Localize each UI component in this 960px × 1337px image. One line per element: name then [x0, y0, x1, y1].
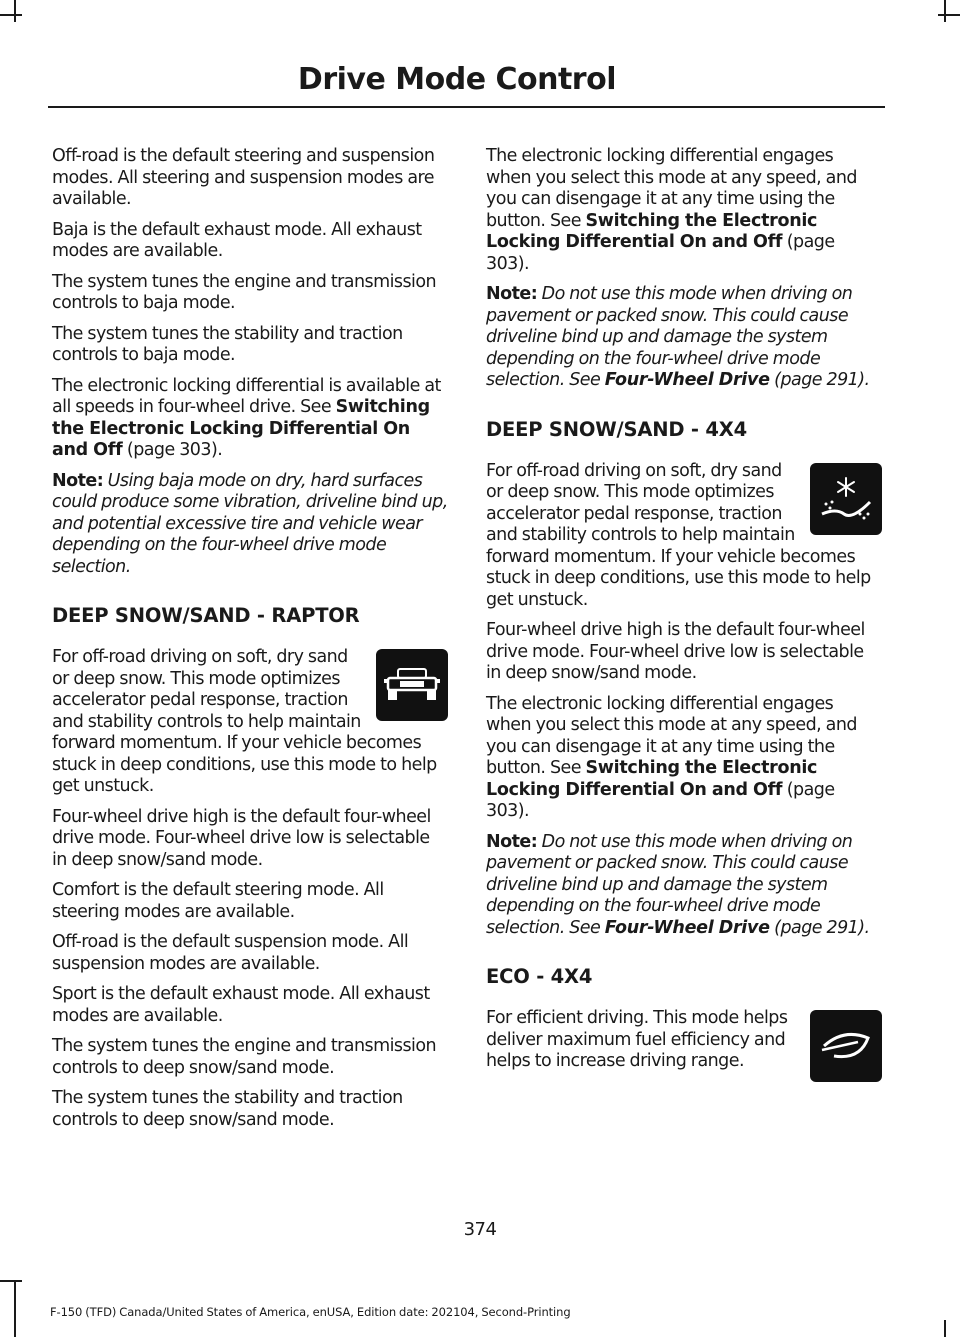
note-text: Do not use this mode when driving on pavement or packed snow. This could cause driveline bind up and damage the system depending on the four-wheel drive mode selection. See: [486, 284, 853, 390]
note: [486, 284, 882, 392]
paragraph: The system tunes the stability and traction controls to deep snow/sand mode.: [52, 1088, 403, 1130]
paragraph: Off-road is the default steering and suspension modes. All steering and suspension modes are available.: [52, 146, 435, 209]
text-run: The electronic locking differential engages when you select this mode at any speed, and you can disengage it at any time using the button. See: [486, 146, 857, 231]
cross-reference-link[interactable]: Switching the Electronic Locking Differential On and Off: [486, 758, 818, 800]
page-reference: (page 303).: [486, 779, 835, 821]
paragraph: The system tunes the engine and transmission controls to baja mode.: [52, 271, 437, 313]
section-heading: DEEP SNOW/SAND - RAPTOR: [52, 604, 360, 627]
cross-reference-link[interactable]: Four-Wheel Drive: [604, 370, 770, 390]
section-heading: DEEP SNOW/SAND - 4X4: [486, 417, 747, 441]
paragraph: The system tunes the engine and transmission controls to deep snow/sand mode.: [52, 1036, 437, 1078]
page-reference: (page 303).: [486, 232, 835, 274]
note: [486, 832, 882, 940]
raptor-truck-icon: [376, 649, 448, 721]
paragraph: Baja is the default exhaust mode. All exhaust modes are available.: [52, 219, 422, 261]
crop-mark: [938, 14, 960, 16]
paragraph: Off-road is the default suspension mode. All suspension modes are available.: [52, 932, 409, 974]
note-label: Note:: [486, 831, 538, 852]
text-run: The electronic locking differential is available at all speeds in four-wheel drive. See: [52, 375, 441, 417]
cross-reference-link[interactable]: Switching the Electronic Locking Differential On and Off: [486, 210, 818, 252]
paragraph: Four-wheel drive high is the default four-wheel drive mode. Four-wheel drive low is selectable in deep snow/sand mode.: [486, 620, 865, 683]
paragraph: For off-road driving on soft, dry sand or deep snow. This mode optimizes accelerator pedal response, traction and stability controls to help maintain forward momentum. If your vehicle becomes stuck in deep conditions, use this mode to help get unstuck.: [486, 460, 871, 610]
paragraph: Four-wheel drive high is the default four-wheel drive mode. Four-wheel drive low is selectable in deep snow/sand mode.: [52, 806, 431, 870]
note: [52, 471, 448, 579]
crop-mark: [14, 1280, 16, 1337]
page-reference: (page 291).: [769, 370, 870, 390]
paragraph: [486, 146, 882, 275]
cross-reference-link[interactable]: Four-Wheel Drive: [604, 917, 770, 938]
text-run: The electronic locking differential engages when you select this mode at any speed, and you can disengage it at any time using the button. See: [486, 693, 857, 778]
paragraph: [52, 376, 448, 462]
page-title: Drive Mode Control: [297, 62, 616, 97]
edition-footer: F-150 (TFD) Canada/United States of America, enUSA, Edition date: 202104, Second-Printing: [50, 1305, 571, 1319]
paragraph: [486, 694, 882, 823]
note-text: Using baja mode on dry, hard surfaces could produce some vibration, driveline bind up, and potential excessive tire and vehicle wear depending on the four-wheel drive mode selection.: [52, 470, 448, 577]
paragraph: The system tunes the stability and traction controls to baja mode.: [52, 323, 403, 365]
eco-leaf-icon: [810, 1010, 882, 1082]
paragraph: Comfort is the default steering mode. All steering modes are available.: [52, 880, 384, 922]
paragraph: For efficient driving. This mode helps deliver maximum fuel efficiency and helps to increase driving range.: [486, 1008, 788, 1071]
page-reference: (page 291).: [769, 917, 870, 938]
crop-mark: [14, 0, 16, 22]
paragraph: Sport is the default exhaust mode. All exhaust modes are available.: [52, 984, 430, 1026]
note-label: Note:: [52, 470, 104, 491]
title-divider: [48, 106, 885, 108]
crop-mark: [0, 1280, 22, 1282]
note-text: Do not use this mode when driving on pavement or packed snow. This could cause driveline bind up and damage the system depending on the four-wheel drive mode selection. See: [486, 831, 853, 938]
section-heading: ECO - 4X4: [486, 965, 593, 988]
cross-reference-link[interactable]: Switching the Electronic Locking Differential On and Off: [52, 397, 430, 460]
right-column: [486, 146, 882, 1088]
note-label: Note:: [486, 284, 538, 304]
crop-mark: [944, 1320, 946, 1337]
left-column: [52, 146, 448, 1140]
snowflake-terrain-icon: [810, 463, 882, 535]
crop-mark: [0, 14, 22, 16]
page-reference: (page 303).: [122, 440, 223, 460]
crop-mark: [944, 0, 946, 22]
page-number: 374: [463, 1219, 497, 1240]
paragraph: For off-road driving on soft, dry sand or deep snow. This mode optimizes accelerator pedal response, traction and stability controls to help maintain forward momentum. If your vehicle becomes stuck in deep conditions, use this mode to help get unstuck.: [52, 647, 437, 796]
